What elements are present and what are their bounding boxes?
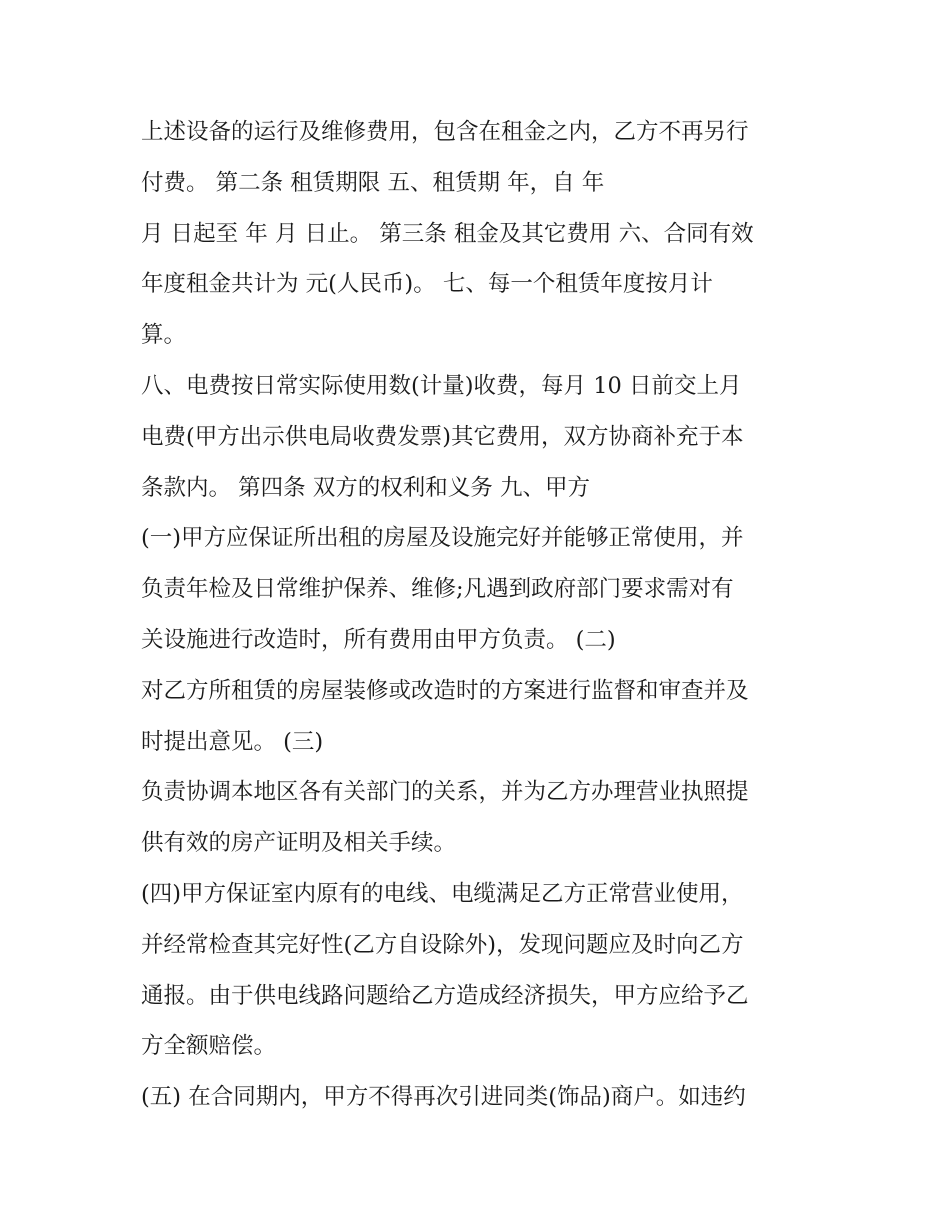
text-line-17: 并经常检查其完好性(乙方自设除外)，发现问题应及时向乙方 [141, 931, 744, 958]
text-line-18: 通报。由于供电线路问题给乙方造成经济损失，甲方应给予乙 [141, 982, 749, 1009]
text-line-1: 上述设备的运行及维修费用，包含在租金之内，乙方不再另行 [141, 119, 749, 145]
text-line-13: 时提出意见。 (三) [141, 728, 324, 755]
text-line-4: 年度租金共计为 元(人民币)。 七、每一个租赁年度按月计 [141, 271, 713, 298]
text-line-6: 八、电费按日常实际使用数(计量)收费，每月 10 日前交上月 [141, 372, 742, 399]
text-line-12: 对乙方所租赁的房屋装修或改造时的方案进行监督和审查并及 [141, 677, 749, 704]
text-line-15: 供有效的房产证明及相关手续。 [141, 830, 457, 857]
document-body [141, 110, 821, 1126]
text-line-19: 方全额赔偿。 [141, 1033, 277, 1060]
text-line-5: 算。 [141, 322, 187, 349]
text-line-16: (四)甲方保证室内原有的电线、电缆满足乙方正常营业使用， [141, 880, 744, 907]
text-line-7: 电费(甲方出示供电局收费发票)其它费用，双方协商补充于本 [141, 423, 744, 450]
text-line-20: (五) 在合同期内，甲方不得再次引进同类(饰品)商户。如违约 [141, 1084, 746, 1111]
text-line-8: 条款内。 第四条 双方的权利和义务 九、甲方 [141, 474, 590, 501]
text-line-2: 付费。 第二条 租赁期限 五、租赁期 年，自 年 [141, 169, 605, 196]
text-line-10: 负责年检及日常维护保养、维修;凡遇到政府部门要求需对有 [141, 576, 734, 603]
text-line-9: (一)甲方应保证所出租的房屋及设施完好并能够正常使用，并 [141, 525, 744, 552]
text-line-14: 负责协调本地区各有关部门的关系，并为乙方办理营业执照提 [141, 779, 749, 806]
text-line-3: 月 日起至 年 月 日止。 第三条 租金及其它费用 六、合同有效 [141, 220, 754, 247]
text-line-11: 关设施进行改造时，所有费用由甲方负责。 (二) [141, 626, 616, 653]
